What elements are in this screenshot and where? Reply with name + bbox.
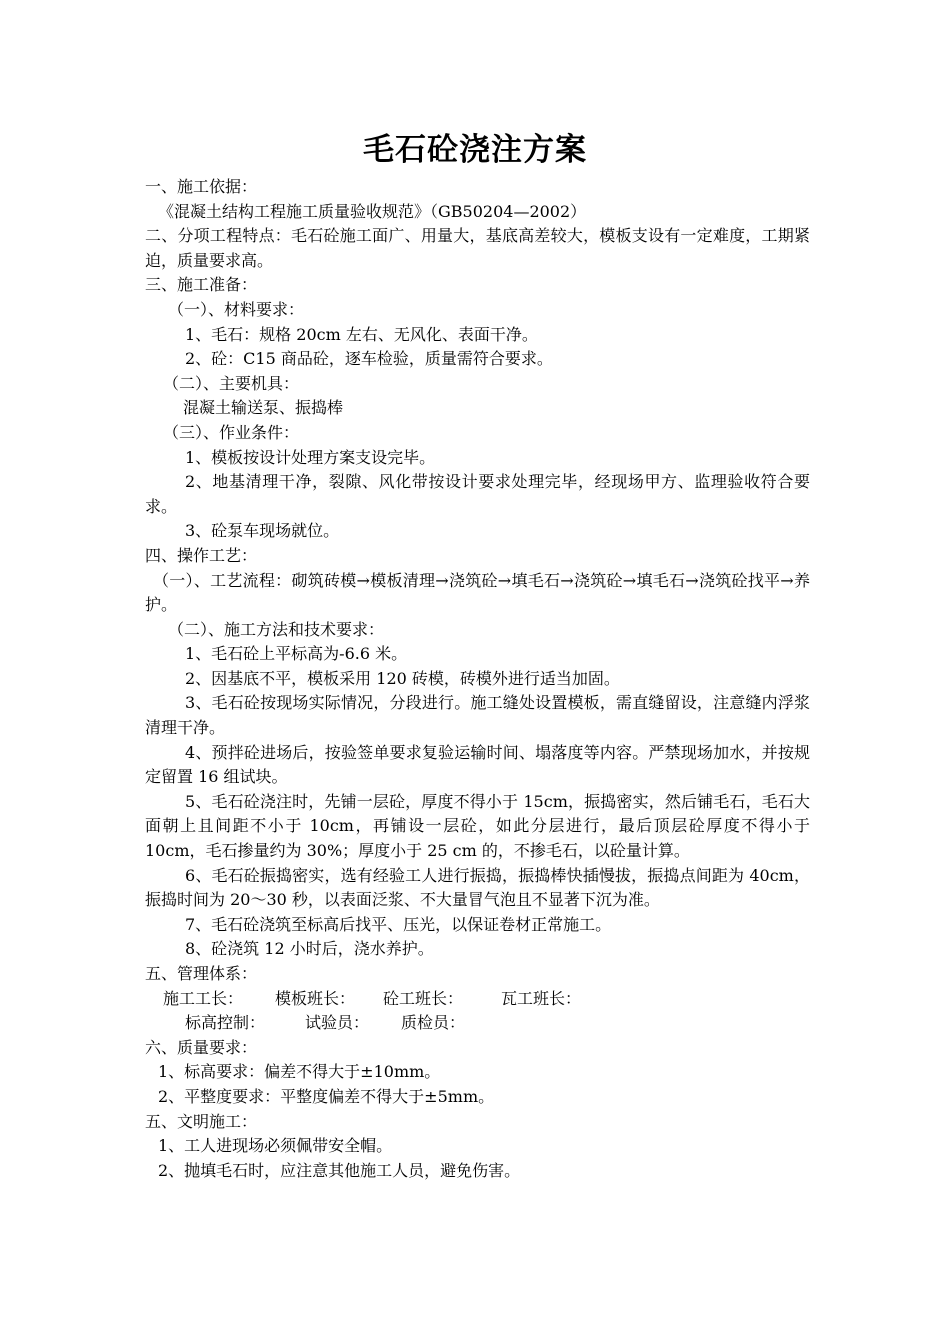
- role-formwork-leader: 模板班长：: [275, 988, 356, 1008]
- document-title: 毛石砼浇注方案: [363, 132, 587, 168]
- condition-item-1: 1、模板按设计处理方案支设完毕。: [185, 447, 436, 467]
- equipment-list: 混凝土输送泵、振捣棒: [183, 398, 344, 418]
- subheading-materials: （一）、材料要求：: [168, 299, 305, 319]
- section-heading-basis: 一、施工依据：: [145, 177, 258, 196]
- method-item-7: 7、毛石砼浇筑至标高后找平、压光，以保证卷材正常施工。: [185, 914, 612, 934]
- role-concrete-leader: 砼工班长：: [383, 988, 464, 1008]
- document-body: [145, 175, 810, 1183]
- role-mason-leader: 瓦工班长：: [501, 988, 582, 1008]
- quality-item-1: 1、标高要求：偏差不得大于±10mm。: [158, 1062, 441, 1082]
- civilized-item-2: 2、抛填毛石时，应注意其他施工人员，避免伤害。: [158, 1160, 521, 1180]
- section-heading-civilized: 五、文明施工：: [145, 1111, 258, 1131]
- management-roles-row-1: [145, 987, 810, 1012]
- process-flow: （一）、工艺流程：砌筑砖模→模板清理→浇筑砼→填毛石→浇筑砼→填毛石→浇筑砼找平→养护。: [145, 570, 810, 615]
- method-item-1: 1、毛石砼上平标高为-6.6 米。: [185, 644, 408, 664]
- civilized-item-1: 1、工人进现场必须佩带安全帽。: [158, 1136, 393, 1156]
- subheading-conditions: （三）、作业条件：: [163, 422, 300, 442]
- management-roles-row-2: [145, 1011, 810, 1036]
- material-item-concrete: 2、砼：C15 商品砼，逐车检验，质量需符合要求。: [185, 349, 553, 369]
- role-construction-foreman: 施工工长：: [163, 988, 244, 1008]
- section-heading-quality: 六、质量要求：: [145, 1037, 258, 1057]
- standard-reference: 《混凝土结构工程施工质量验收规范》（GB50204—2002）: [158, 201, 587, 221]
- method-item-5: 5、毛石砼浇注时，先铺一层砼，厚度不得小于 15cm，振捣密实，然后铺毛石，毛石大面朝上且间距不小于 10cm，再铺设一层砼，如此分层进行，最后顶层砼厚度不得小于 10cm，毛石掺量约为 30%；厚度小于 25 cm 的，不掺毛石，以砼量计算。: [145, 791, 810, 861]
- subheading-equipment: （二）、主要机具：: [163, 373, 300, 393]
- quality-item-2: 2、平整度要求：平整度偏差不得大于±5mm。: [158, 1086, 495, 1106]
- method-item-8: 8、砼浇筑 12 小时后，浇水养护。: [185, 939, 434, 959]
- condition-item-3: 3、砼泵车现场就位。: [185, 521, 340, 541]
- section-heading-process: 四、操作工艺：: [145, 545, 258, 565]
- subheading-methods: （二）、施工方法和技术要求：: [168, 619, 385, 639]
- method-item-4: 4、预拌砼进场后，按验签单要求复验运输时间、塌落度等内容。严禁现场加水，并按规定留置 16 组试块。: [145, 742, 810, 787]
- method-item-6: 6、毛石砼振捣密实，选有经验工人进行振捣，振捣棒快插慢拔，振捣点间距为 40cm，振捣时间为 20～30 秒，以表面泛浆、不大量冒气泡且不显著下沉为准。: [145, 865, 810, 910]
- method-item-2: 2、因基底不平，模板采用 120 砖模，砖模外进行适当加固。: [185, 668, 620, 688]
- material-item-stone: 1、毛石：规格 20cm 左右、无风化、表面干净。: [185, 324, 538, 344]
- role-elevation-control: 标高控制：: [185, 1013, 266, 1033]
- method-item-3: 3、毛石砼按现场实际情况，分段进行。施工缝处设置模板，需直缝留设，注意缝内浮浆清理干净。: [145, 693, 810, 738]
- section-heading-management: 五、管理体系：: [145, 964, 258, 983]
- role-quality-inspector: 质检员：: [401, 1013, 466, 1033]
- role-tester: 试验员：: [305, 1013, 370, 1033]
- section-heading-preparation: 三、施工准备：: [145, 275, 258, 295]
- section-features: 二、分项工程特点：毛石砼施工面广、用量大，基底高差较大，模板支设有一定难度，工期紧迫，质量要求高。: [145, 226, 810, 270]
- condition-item-2: 2、地基清理干净，裂隙、风化带按设计要求处理完毕，经现场甲方、监理验收符合要求。: [145, 472, 810, 516]
